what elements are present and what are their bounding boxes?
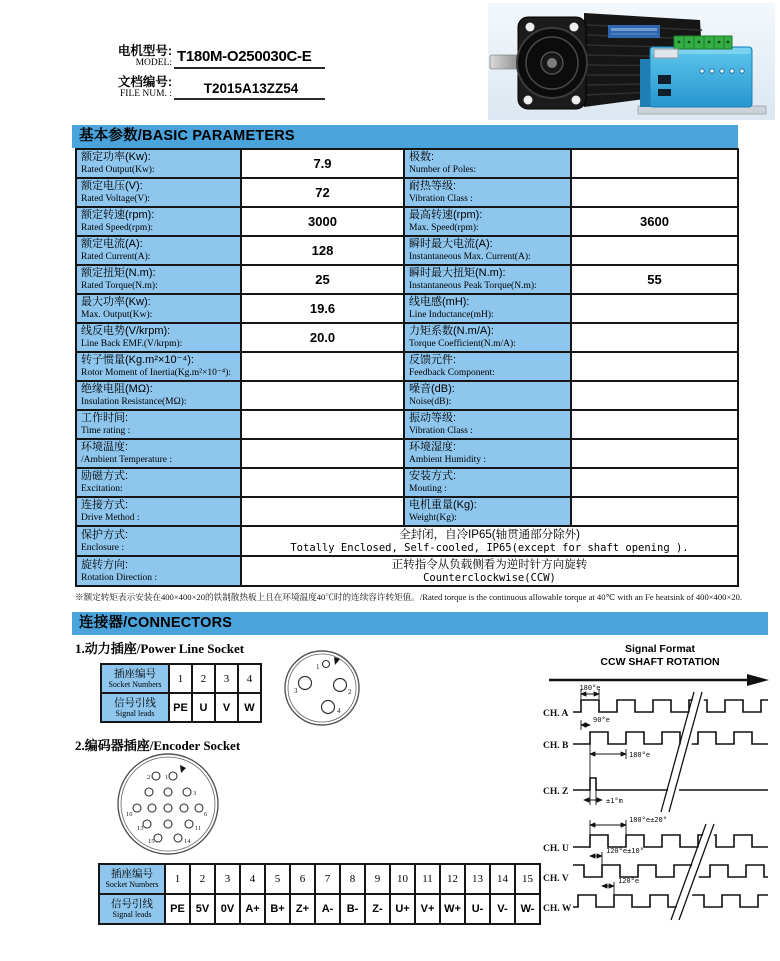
pin-11 (185, 820, 193, 828)
socket-numbers-row: 插座编号 Socket Numbers 1 2 3 4 5 6 7 8 9 10 11 12 13 14 15 (99, 864, 540, 894)
pin-7 (180, 804, 188, 812)
svg-text:CH. Z: CH. Z (543, 787, 569, 797)
table-row: 环境温度: /Ambient Temperature : 环境湿度: Ambient Humidity : (76, 439, 738, 468)
socket-numbers-row: 插座编号 Socket Numbers 1 2 3 4 (101, 664, 261, 693)
encoder-socket-title: 2.编码器插座/Encoder Socket (75, 738, 241, 753)
table-row: 连接方式: Drive Method : 电机重量(Kg): Weight(Kg): (76, 497, 738, 526)
file-label-en: FILE NUM. : (120, 89, 172, 99)
file-num-value: T2015A13ZZ54 (174, 80, 325, 100)
rated-torque-footnote: ※额定转矩表示安装在400×400×20的铁制散热板上且在环境温度40℃时的连续容许转矩值。/Rated torque is the continuous allowable torque at 40℃ with an Fe heatsink of 400×400×20. (75, 592, 743, 602)
svg-text:CH. A: CH. A (543, 709, 569, 719)
pin-1 (323, 661, 330, 668)
waveform-ch-v (573, 865, 768, 877)
pin-4 (145, 788, 153, 796)
waveform-ch-u (573, 835, 768, 847)
svg-text:14: 14 (184, 838, 191, 845)
svg-text:CH. V: CH. V (543, 874, 569, 884)
signal-format-subtitle: CCW SHAFT ROTATION (600, 655, 720, 668)
waveform-ch-a (573, 700, 768, 712)
table-row-enclosure: 保护方式: Enclosure : 全封闭，自冷IP65(轴贯通部分除外) Totally Enclosed, Self-cooled, IP65(except for shaft opening ). (76, 526, 738, 556)
section-header-connectors: 连接器/CONNECTORS (72, 612, 768, 635)
signal-leads-row: 信号引线 Signal leads PE 5V 0V A+ B+ Z+ A- B- Z- U+ V+ W+ U- V- W- (99, 894, 540, 924)
pin-3 (183, 788, 191, 796)
model-row (110, 44, 360, 69)
svg-text:180°e±20°: 180°e±20° (629, 816, 667, 824)
power-socket-title: 1.动力插座/Power Line Socket (75, 641, 245, 656)
table-row: 绝缘电阻(MΩ): Insulation Resistance(MΩ): 噪音(dB): Noise(dB): (76, 381, 738, 410)
table-row: 额定电压(V): Rated Voltage(V): 72 耐热等级: Vibration Class : (76, 178, 738, 207)
pin-13 (143, 820, 151, 828)
pin-6 (195, 804, 203, 812)
signal-leads-row: 信号引线 Signal leads PE U V W (101, 693, 261, 722)
svg-text:1: 1 (316, 663, 320, 671)
model-label-cn: 电机型号: (117, 44, 172, 58)
table-row: 额定转速(rpm): Rated Speed(rpm): 3000 最高转速(rpm): Max. Speed(rpm): 3600 (76, 207, 738, 236)
svg-text:90°e: 90°e (593, 716, 610, 724)
pin-9 (148, 804, 156, 812)
svg-text:120°e: 120°e (618, 877, 640, 885)
svg-text:2: 2 (348, 688, 352, 696)
motor-nameplate (608, 25, 660, 38)
waveform-break (661, 692, 718, 920)
table-row: 励磁方式: Excitation: 安装方式: Mouting : (76, 468, 738, 497)
timing-diagram (543, 672, 777, 930)
svg-text:11: 11 (195, 825, 202, 832)
svg-text:180°e: 180°e (579, 684, 601, 692)
svg-text:120°e±10°: 120°e±10° (606, 847, 644, 855)
svg-text:CH. B: CH. B (543, 741, 569, 751)
svg-text:3: 3 (294, 687, 298, 695)
svg-text:4: 4 (337, 707, 341, 715)
svg-text:3: 3 (193, 790, 197, 797)
power-socket-table (100, 663, 262, 723)
table-row: 最大功率(Kw): Max. Output(Kw): 19.6 线电感(mH): Line Inductance(mH): (76, 294, 738, 323)
table-row: 额定电流(A): Rated Current(A): 128 瞬时最大电流(A): Instantaneous Max. Current(A): (76, 236, 738, 265)
svg-text:180°e: 180°e (629, 751, 651, 759)
table-row: 额定扭矩(N.m): Rated Torque(N.m): 25 瞬时最大扭矩(N.m): Instantaneous Peak Torque(N.m): 55 (76, 265, 738, 294)
controller-terminal-block (674, 36, 732, 49)
controller-port (658, 75, 671, 84)
product-photo (488, 3, 775, 120)
encoder-socket-pin-diagram (116, 752, 220, 856)
svg-text:CH. W: CH. W (543, 904, 572, 914)
table-row: 额定功率(Kw): Rated Output(Kw): 7.9 极数: Number of Poles: (76, 149, 738, 178)
svg-text:1: 1 (165, 774, 169, 781)
basic-parameters-table (75, 148, 739, 587)
encoder-socket-table (98, 863, 541, 925)
waveform-ch-w (573, 895, 768, 907)
pin-3 (299, 677, 312, 690)
svg-text:CH. U: CH. U (543, 844, 569, 854)
pin-5 (164, 788, 172, 796)
pin-10 (133, 804, 141, 812)
svg-text:±1°m: ±1°m (606, 797, 623, 805)
waveform-ch-b (573, 732, 768, 744)
cell-value (571, 149, 738, 178)
file-num-row (110, 75, 360, 100)
controller-connector (654, 49, 678, 58)
signal-format-block (543, 643, 777, 930)
model-value: T180M-O250030C-E (174, 47, 325, 69)
power-socket-pin-diagram (283, 649, 361, 727)
pin-4 (322, 701, 335, 714)
table-row: 工作时间: Time rating : 振动等级: Vibration Class : (76, 410, 738, 439)
key-arrow-icon (180, 765, 186, 773)
pin-2 (152, 772, 160, 780)
model-label-en: MODEL: (135, 58, 172, 68)
controller-illustration (638, 36, 766, 114)
controller-port (658, 89, 671, 96)
pin-2 (334, 679, 347, 692)
svg-text:2: 2 (147, 774, 151, 781)
table-row: 线反电势(V/krpm): Line Back EMF.(V/krpm): 20.0 力矩系数(N.m/A): Torque Coefficient(N.m/A): (76, 323, 738, 352)
pin-15 (154, 834, 162, 842)
table-row-rotation: 旋转方向: Rotation Direction : 正转指令从负载侧看为逆时针方向旋转 Counterclockwise(CCW) (76, 556, 738, 586)
svg-text:15: 15 (148, 838, 155, 845)
svg-text:13: 13 (137, 825, 144, 832)
pin-8 (164, 804, 172, 812)
signal-format-title: Signal Format (624, 643, 695, 655)
title-block (110, 44, 360, 106)
pin-12 (164, 820, 172, 828)
svg-text:10: 10 (126, 811, 133, 818)
table-row: 转子惯量(Kg.m²×10⁻⁴): Rotor Moment of Inertia(Kg.m²×10⁻⁴): 反馈元件: Feedback Component: (76, 352, 738, 381)
section-header-basic-parameters: 基本参数/BASIC PARAMETERS (72, 125, 738, 148)
pin-14 (174, 834, 182, 842)
cell-value: 7.9 (241, 149, 404, 178)
pin-1 (169, 772, 177, 780)
file-label-cn: 文档编号: (117, 75, 172, 89)
svg-text:6: 6 (204, 811, 208, 818)
